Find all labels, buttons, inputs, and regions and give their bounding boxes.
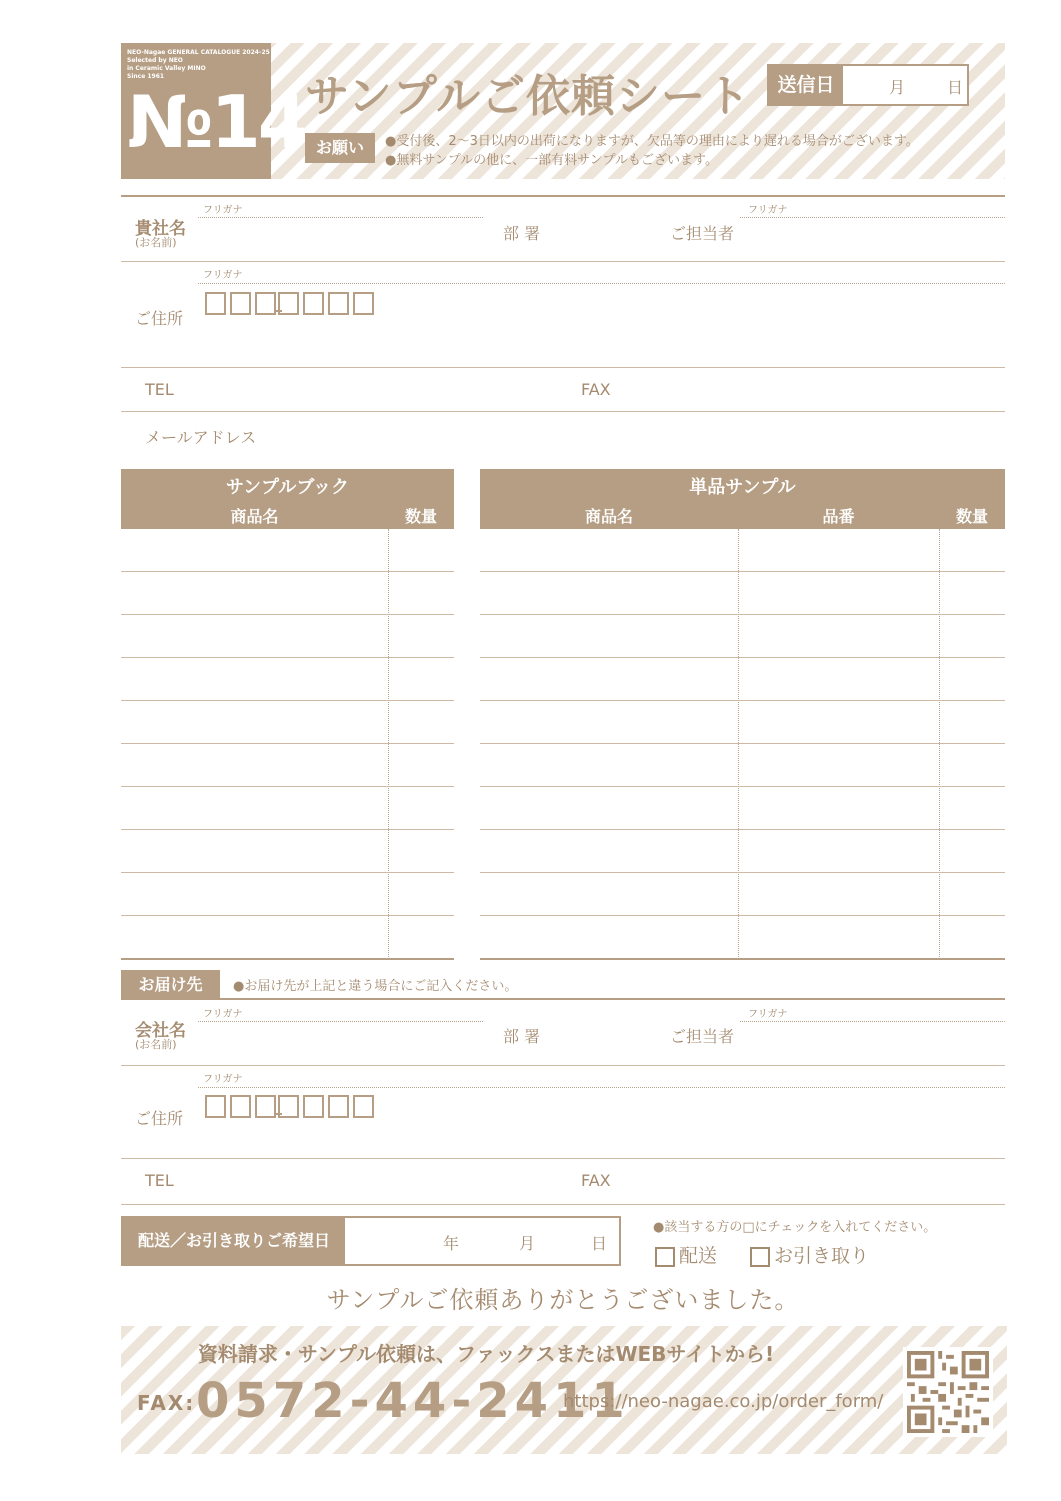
sample-book-row[interactable] xyxy=(121,916,454,959)
pickup-date-box[interactable] xyxy=(121,1216,621,1266)
single-sample-row[interactable] xyxy=(480,830,1005,873)
single-sample-row[interactable] xyxy=(480,615,1005,658)
request-note-1: ●受付後、2～3日以内の出荷になりますが、欠品等の理由により遅れる場合がございます。 xyxy=(385,134,919,149)
catalog-line2: Selected by NEO xyxy=(127,57,183,64)
fax-label: FAX xyxy=(581,380,611,399)
person-input[interactable] xyxy=(745,219,1005,259)
qr-code-icon[interactable] xyxy=(903,1347,993,1437)
pickup-check-note: ●該当する方の□にチェックを入れてください。 xyxy=(653,1220,937,1235)
footer-fax-label: FAX: xyxy=(137,1391,196,1415)
sample-book-row[interactable] xyxy=(121,529,454,572)
pickup-month-label: 月 xyxy=(519,1234,536,1253)
delivery-checkbox[interactable] xyxy=(655,1247,675,1267)
sample-book-header xyxy=(121,469,454,529)
sample-book-row[interactable] xyxy=(121,701,454,744)
pickup-year-label: 年 xyxy=(443,1234,460,1253)
fax-input[interactable] xyxy=(625,370,1005,408)
postal-code-boxes[interactable] xyxy=(205,292,378,319)
sample-book-col-name: 商品名 xyxy=(230,507,279,526)
address-label: ご住所 xyxy=(135,309,184,328)
pickup-checkbox[interactable] xyxy=(750,1247,770,1267)
sample-book-title: サンプルブック xyxy=(225,477,350,498)
dept-input[interactable] xyxy=(548,219,658,259)
delivery-furigana-label: フリガナ xyxy=(203,1009,243,1020)
delivery-option-label: 配送 xyxy=(679,1245,718,1267)
catalog-line4: Since 1961 xyxy=(127,73,165,80)
send-date-label: 送信日 xyxy=(769,66,843,104)
delivery-dept-label: 部 署 xyxy=(503,1027,541,1046)
tel-input[interactable] xyxy=(190,370,570,408)
thanks-message: サンプルご依頼ありがとうございました。 xyxy=(326,1286,800,1314)
address-furigana-label: フリガナ xyxy=(203,270,243,281)
request-note-2: ●無料サンプルの他に、一部有料サンプルもございます。 xyxy=(385,153,718,168)
delivery-company-sub-label: (お名前) xyxy=(135,1038,177,1051)
delivery-note: ●お届け先が上記と違う場合にご記入ください。 xyxy=(233,979,518,994)
catalog-number: №14 xyxy=(127,80,305,164)
delivery-dept-input[interactable] xyxy=(548,1023,658,1063)
sample-book-row[interactable] xyxy=(121,744,454,787)
sample-book-row[interactable] xyxy=(121,658,454,701)
sample-book-row[interactable] xyxy=(121,615,454,658)
delivery-address-label: ご住所 xyxy=(135,1109,184,1128)
delivery-tag: お届け先 xyxy=(121,970,220,999)
pickup-day-label: 日 xyxy=(591,1234,608,1253)
single-sample-row[interactable] xyxy=(480,658,1005,701)
sample-book-row[interactable] xyxy=(121,572,454,615)
delivery-tel-input[interactable] xyxy=(190,1161,570,1201)
single-sample-row[interactable] xyxy=(480,744,1005,787)
address-input[interactable] xyxy=(390,288,1005,364)
delivery-address-furigana-label: フリガナ xyxy=(203,1074,243,1085)
footer-fax-number: 0572-44-2411 xyxy=(196,1373,630,1429)
footer-url[interactable]: https://neo-nagae.co.jp/order_form/ xyxy=(563,1391,884,1412)
furigana-label-person: フリガナ xyxy=(748,205,788,216)
delivery-fax-label: FAX xyxy=(581,1171,611,1190)
single-sample-row[interactable] xyxy=(480,787,1005,830)
catalog-line3: in Ceramic Valley MINO xyxy=(127,65,206,72)
page-title: サンプルご依頼シート xyxy=(305,71,752,122)
email-label: メールアドレス xyxy=(145,428,257,447)
single-sample-row[interactable] xyxy=(480,916,1005,959)
sample-book-row[interactable] xyxy=(121,787,454,830)
company-input[interactable] xyxy=(198,219,483,259)
sample-book-row[interactable] xyxy=(121,873,454,916)
tel-label: TEL xyxy=(145,380,174,399)
footer-headline: 資料請求・サンプル依頼は、ファックスまたはWEBサイトから! xyxy=(197,1342,775,1366)
company-label: 貴社名 xyxy=(135,219,186,239)
delivery-option[interactable] xyxy=(655,1241,717,1268)
dept-label: 部 署 xyxy=(503,224,541,243)
request-badge: お願い xyxy=(305,133,375,163)
single-sample-col-code: 品番 xyxy=(822,507,855,526)
send-month-label: 月 xyxy=(889,78,906,97)
delivery-person-input[interactable] xyxy=(745,1023,1005,1063)
single-sample-row[interactable] xyxy=(480,529,1005,572)
company-sub-label: (お名前) xyxy=(135,236,177,249)
delivery-company-label: 会社名 xyxy=(135,1021,186,1041)
single-sample-header xyxy=(480,469,1005,529)
send-day-label: 日 xyxy=(947,78,964,97)
send-date-box[interactable] xyxy=(767,64,969,106)
qr-code-graphic xyxy=(907,1351,989,1433)
furigana-label: フリガナ xyxy=(203,205,243,216)
delivery-company-input[interactable] xyxy=(198,1023,483,1063)
single-sample-row[interactable] xyxy=(480,572,1005,615)
delivery-tel-label: TEL xyxy=(145,1171,174,1190)
single-sample-title: 単品サンプル xyxy=(689,477,796,498)
sample-book-row[interactable] xyxy=(121,830,454,873)
pickup-option-label: お引き取り xyxy=(774,1245,870,1267)
pickup-option[interactable] xyxy=(750,1241,869,1268)
delivery-postal-code-boxes[interactable] xyxy=(205,1095,378,1122)
catalog-badge xyxy=(121,43,305,179)
single-sample-row[interactable] xyxy=(480,873,1005,916)
single-sample-col-name: 商品名 xyxy=(584,507,633,526)
catalog-line1: NEO-Nagae GENERAL CATALOGUE 2024-25 xyxy=(127,49,270,56)
sample-book-col-qty: 数量 xyxy=(404,507,437,526)
delivery-person-label: ご担当者 xyxy=(670,1027,735,1046)
person-label: ご担当者 xyxy=(670,224,735,243)
email-input[interactable] xyxy=(265,414,1005,454)
delivery-fax-input[interactable] xyxy=(625,1161,1005,1201)
single-sample-col-qty: 数量 xyxy=(955,507,988,526)
delivery-address-input[interactable] xyxy=(390,1092,1005,1156)
single-sample-row[interactable] xyxy=(480,701,1005,744)
delivery-furigana-label-person: フリガナ xyxy=(748,1009,788,1020)
pickup-date-label: 配送／お引き取りご希望日 xyxy=(123,1218,345,1264)
